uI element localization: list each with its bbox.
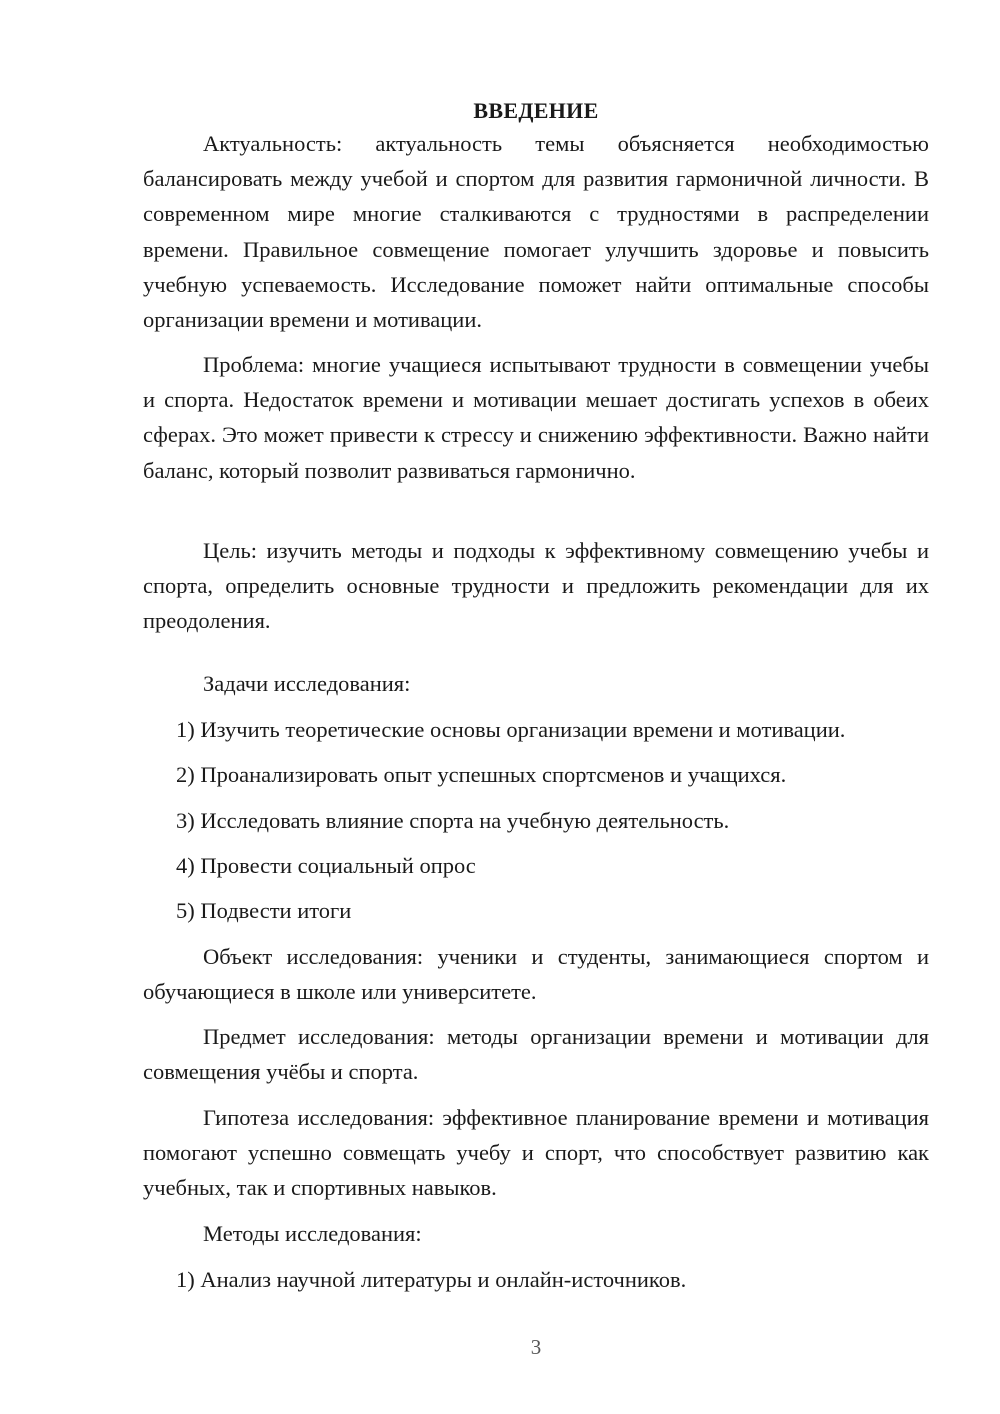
task-item-4: 4) Провести социальный опрос <box>176 853 476 878</box>
goal-paragraph: Цель: изучить методы и подходы к эффективному совмещению учебы и спорта, определить основные трудности и предложить рекомендации для их преодоления. <box>143 538 929 634</box>
task-item-5: 5) Подвести итоги <box>176 898 352 923</box>
relevance-paragraph: Актуальность: актуальность темы объясняется необходимостью балансировать между учебой и спортом для развития гармоничной личности. В современном мире многие сталкиваются с трудностями в распределении времени. Правильное совмещение помогает улучшить здоровье и повысить учебную успеваемость. Исследование поможет найти оптимальные способы организации времени и мотивации. <box>143 131 929 333</box>
task-item-3: 3) Исследовать влияние спорта на учебную деятельность. <box>176 808 730 833</box>
subject-paragraph: Предмет исследования: методы организации времени и мотивации для совмещения учёбы и спорта. <box>143 1024 929 1085</box>
hypothesis-paragraph: Гипотеза исследования: эффективное планирование времени и мотивация помогают успешно совмещать учебу и спорт, что способствует развитию как учебных, так и спортивных навыков. <box>143 1105 929 1201</box>
method-item-1: 1) Анализ научной литературы и онлайн-источников. <box>176 1267 687 1292</box>
task-item-1: 1) Изучить теоретические основы организации времени и мотивации. <box>176 717 846 742</box>
problem-paragraph: Проблема: многие учащиеся испытывают трудности в совмещении учебы и спорта. Недостаток времени и мотивации мешает достигать успехов в обеих сферах. Это может привести к стрессу и снижению эффективности. Важно найти баланс, который позволит развиваться гармонично. <box>143 352 929 483</box>
task-item-2: 2) Проанализировать опыт успешных спортсменов и учащихся. <box>176 762 787 787</box>
page-number: 3 <box>530 1335 542 1359</box>
object-paragraph: Объект исследования: ученики и студенты, занимающиеся спортом и обучающиеся в школе или университете. <box>143 944 929 1005</box>
tasks-heading: Задачи исследования: <box>203 671 411 696</box>
page-title: ВВЕДЕНИЕ <box>473 98 599 123</box>
methods-heading: Методы исследования: <box>203 1221 422 1246</box>
